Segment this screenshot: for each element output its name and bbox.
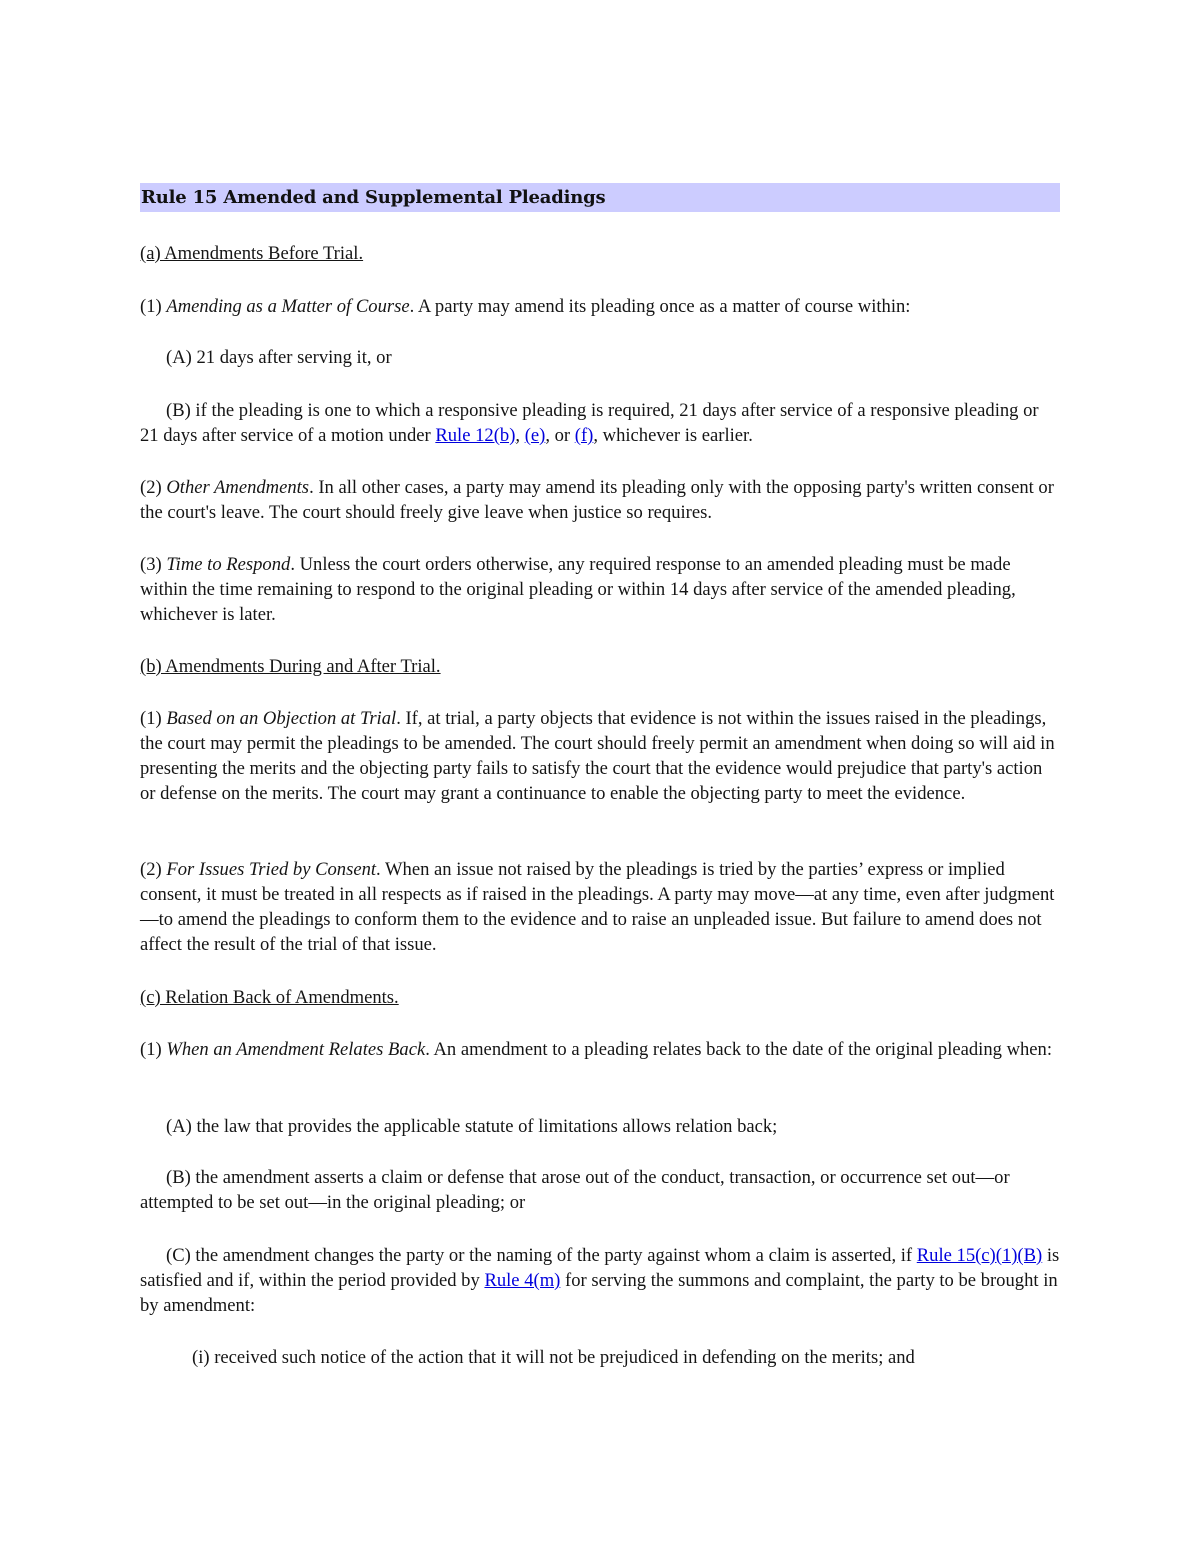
paragraph-b1 [140,706,1060,806]
paragraph-b2 [140,857,1060,957]
link-rule-4m[interactable]: Rule 4(m) [484,1270,561,1291]
paragraph-text: . A party may amend its pleading once as a matter of course within: [409,296,911,317]
paragraph-title: For Issues Tried by Consent [166,859,377,880]
paragraph-text: . An amendment to a pleading relates back to the date of the original pleading when: [425,1039,1053,1060]
paragraph-a1B [140,398,1060,448]
paragraph-text: . In all other cases, a party may amend its pleading only with the opposing party's written consent or the court's leave. The court should freely give leave when justice so requires. [140,477,1054,523]
section-b-heading: (b) Amendments During and After Trial. [140,656,441,677]
link-rule-12f[interactable]: (f) [574,425,594,446]
paragraph-text: (B) if the pleading is one to which a responsive pleading is required, 21 days after service of a responsive pleading or 21 days after service of a motion under [140,400,1039,446]
paragraph-text: (C) the amendment changes the party or the naming of the party against whom a claim is asserted, if [166,1245,917,1266]
separator: , [515,425,525,446]
paragraph-number: (2) [140,859,167,880]
section-c-heading: (c) Relation Back of Amendments. [140,987,399,1008]
paragraph-a1A: (A) 21 days after serving it, or [166,347,392,368]
link-rule-15c1B[interactable]: Rule 15(c)(1)(B) [916,1245,1043,1266]
paragraph-c1B: (B) the amendment asserts a claim or defense that arose out of the conduct, transaction, or occurrence set out—or attempted to be set out—in the original pleading; or [140,1167,1010,1213]
paragraph-title: Based on an Objection at Trial [166,708,397,729]
separator: , or [545,425,575,446]
section-a-heading: (a) Amendments Before Trial. [140,243,364,264]
paragraph-text: is satisfied and if, within the period provided by [140,1245,1060,1291]
paragraph-text: for serving the summons and complaint, the party to be brought in by amendment: [140,1270,1058,1316]
page-title: Rule 15 Amended and Supplemental Pleadings [140,183,1060,212]
paragraph-a1 [140,294,1060,319]
link-rule-12e[interactable]: (e) [524,425,546,446]
paragraph-title: When an Amendment Relates Back [166,1039,426,1060]
paragraph-number: (3) [140,554,167,575]
paragraph-a3 [140,552,1060,627]
paragraph-c1Ci: (i) received such notice of the action that it will not be prejudiced in defending on the merits; and [192,1347,915,1368]
paragraph-text: . Unless the court orders otherwise, any required response to an amended pleading must be made within the time remaining to respond to the original pleading or within 14 days after service of the amended pleading, whichever is later. [140,554,1016,625]
paragraph-number: (1) [140,708,167,729]
paragraph-number: (1) [140,296,167,317]
paragraph-c1C [140,1243,1060,1318]
paragraph-number: (1) [140,1039,167,1060]
link-rule-12b[interactable]: Rule 12(b) [435,425,516,446]
paragraph-title: Time to Respond [166,554,291,575]
paragraph-text: . When an issue not raised by the pleadings is tried by the parties’ express or implied consent, it must be treated in all respects as if raised in the pleadings. A party may move—at any time, even after judgment—to amend the pleadings to conform them to the evidence and to raise an unpleaded issue. But failure to amend does not affect the result of the trial of that issue. [140,859,1055,955]
paragraph-title: Amending as a Matter of Course [166,296,410,317]
paragraph-a2 [140,475,1060,525]
paragraph-c1A: (A) the law that provides the applicable statute of limitations allows relation back; [166,1116,778,1137]
paragraph-text: , whichever is earlier. [593,425,753,446]
paragraph-c1 [140,1037,1060,1062]
paragraph-number: (2) [140,477,167,498]
paragraph-text: . If, at trial, a party objects that evidence is not within the issues raised in the pleadings, the court may permit the pleadings to be amended. The court should freely permit an amendment when doing so will aid in presenting the merits and the objecting party fails to satisfy the court that the evidence would prejudice that party's action or defense on the merits. The court may grant a continuance to enable the objecting party to meet the evidence. [140,708,1055,804]
paragraph-title: Other Amendments [166,477,310,498]
